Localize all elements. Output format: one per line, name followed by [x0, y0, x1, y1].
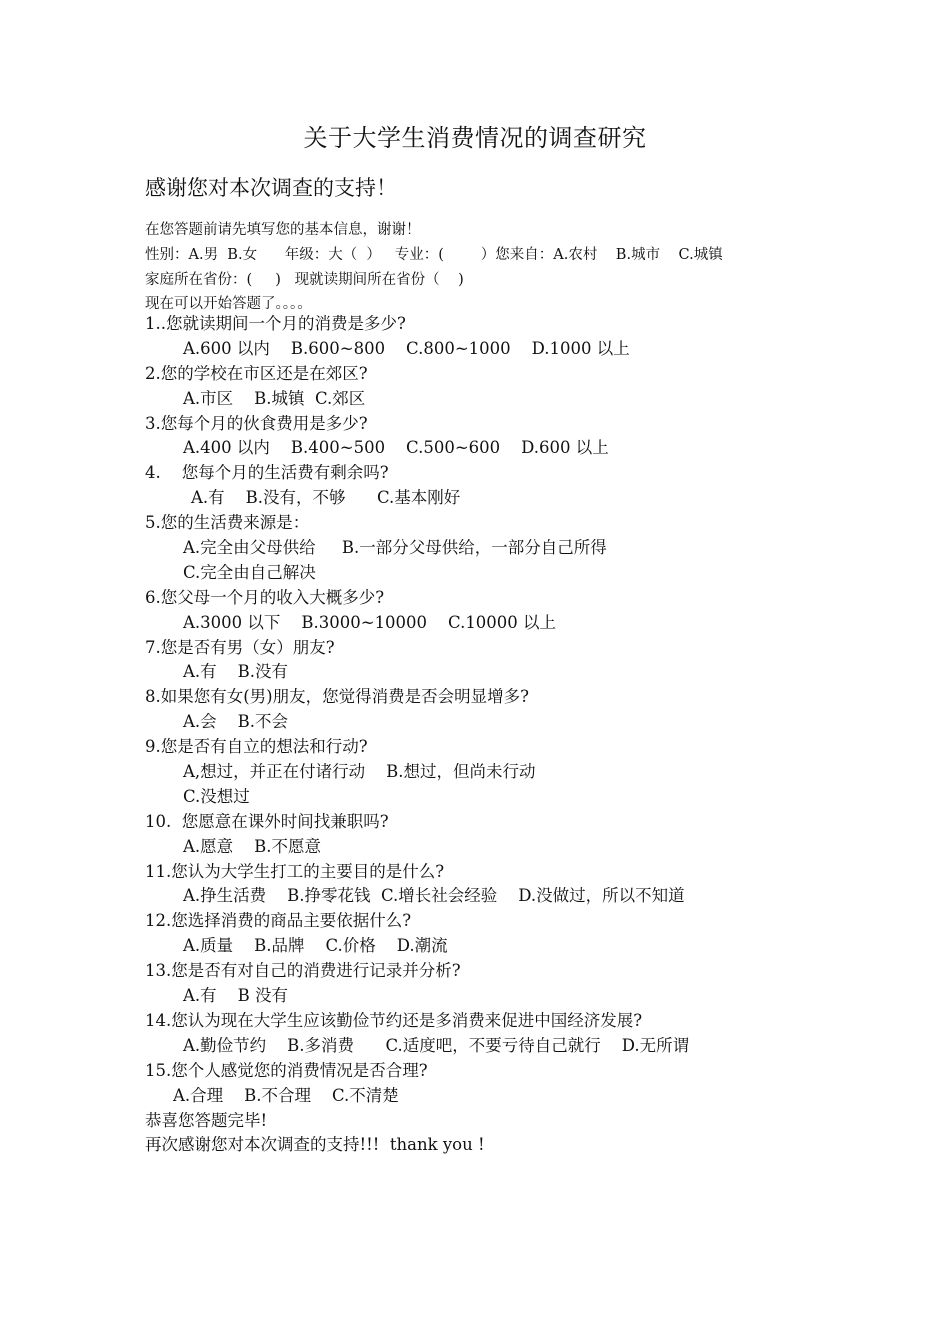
- question-options: A.完全由父母供给 B.一部分父母供给，一部分自己所得: [183, 538, 607, 558]
- closing-thanks: 再次感谢您对本次调查的支持!!! thank you !: [145, 1135, 485, 1155]
- question-options: A.600 以内 B.600~800 C.800~1000 D.1000 以上: [183, 338, 630, 358]
- question-options: A.挣生活费 B.挣零花钱 C.增长社会经验 D.没做过，所以不知道: [183, 886, 685, 906]
- question-text: 4. 您每个月的生活费有剩余吗?: [145, 463, 389, 483]
- question-text: 6.您父母一个月的收入大概多少?: [145, 587, 385, 607]
- question-text: 14.您认为现在大学生应该勤俭节约还是多消费来促进中国经济发展?: [145, 1010, 643, 1030]
- question-options: A.市区 B.城镇 C.郊区: [183, 388, 366, 408]
- question-options: A.有 B.没有: [183, 662, 289, 682]
- question-options: A.400 以内 B.400~500 C.500~600 D.600 以上: [183, 438, 609, 458]
- question-options: A.质量 B.品牌 C.价格 D.潮流: [183, 936, 448, 956]
- intro-line-province: 家庭所在省份：( ) 现就读期间所在省份（ ): [145, 272, 464, 288]
- question-options: A.愿意 B.不愿意: [183, 836, 322, 856]
- closing-complete: 恭喜您答题完毕!: [145, 1110, 268, 1130]
- thanks-heading: 感谢您对本次调查的支持！: [145, 176, 397, 200]
- question-options: A.合理 B.不合理 C.不清楚: [173, 1085, 399, 1105]
- question-text: 5.您的生活费来源是：: [145, 513, 310, 533]
- question-text: 2.您的学校在市区还是在郊区?: [145, 363, 368, 383]
- question-text: 3.您每个月的伙食费用是多少?: [145, 413, 368, 433]
- question-text: 15.您个人感觉您的消费情况是否合理?: [145, 1060, 428, 1080]
- question-text: 8.如果您有女(男)朋友，您觉得消费是否会明显增多?: [145, 687, 529, 707]
- question-options: A.有 B 没有: [183, 986, 289, 1006]
- question-options: A.3000 以下 B.3000~10000 C.10000 以上: [183, 612, 557, 632]
- document-title: 关于大学生消费情况的调查研究: [303, 124, 647, 152]
- question-list: [145, 312, 845, 1158]
- intro-line-start: 现在可以开始答题了。。。。: [145, 296, 312, 312]
- question-options: A.有 B.没有，不够 C.基本刚好: [191, 488, 461, 508]
- intro-line-basic-info: 性别：A.男 B.女 年级：大（ ） 专业：( ）您来自：A.农村 B.城市 C.城镇: [145, 247, 723, 263]
- question-text: 11.您认为大学生打工的主要目的是什么?: [145, 861, 445, 881]
- question-text: 12.您选择消费的商品主要依据什么?: [145, 911, 412, 931]
- intro-line-1: 在您答题前请先填写您的基本信息，谢谢！: [145, 222, 421, 238]
- question-options: A,想过，并正在付诸行动 B.想过，但尚未行动: [183, 762, 536, 782]
- question-options: A.会 B.不会: [183, 712, 289, 732]
- question-text: 1..您就读期间一个月的消费是多少?: [145, 314, 406, 333]
- question-text: 13.您是否有对自己的消费进行记录并分析?: [145, 961, 461, 981]
- question-options: A.勤俭节约 B.多消费 C.适度吧，不要亏待自己就行 D.无所谓: [183, 1035, 690, 1055]
- question-options: C.完全由自己解决: [183, 562, 316, 582]
- question-options: C.没想过: [183, 786, 250, 806]
- question-text: 7.您是否有男（女）朋友?: [145, 637, 335, 657]
- question-text: 10. 您愿意在课外时间找兼职吗?: [145, 811, 389, 831]
- question-text: 9.您是否有自立的想法和行动?: [145, 737, 368, 757]
